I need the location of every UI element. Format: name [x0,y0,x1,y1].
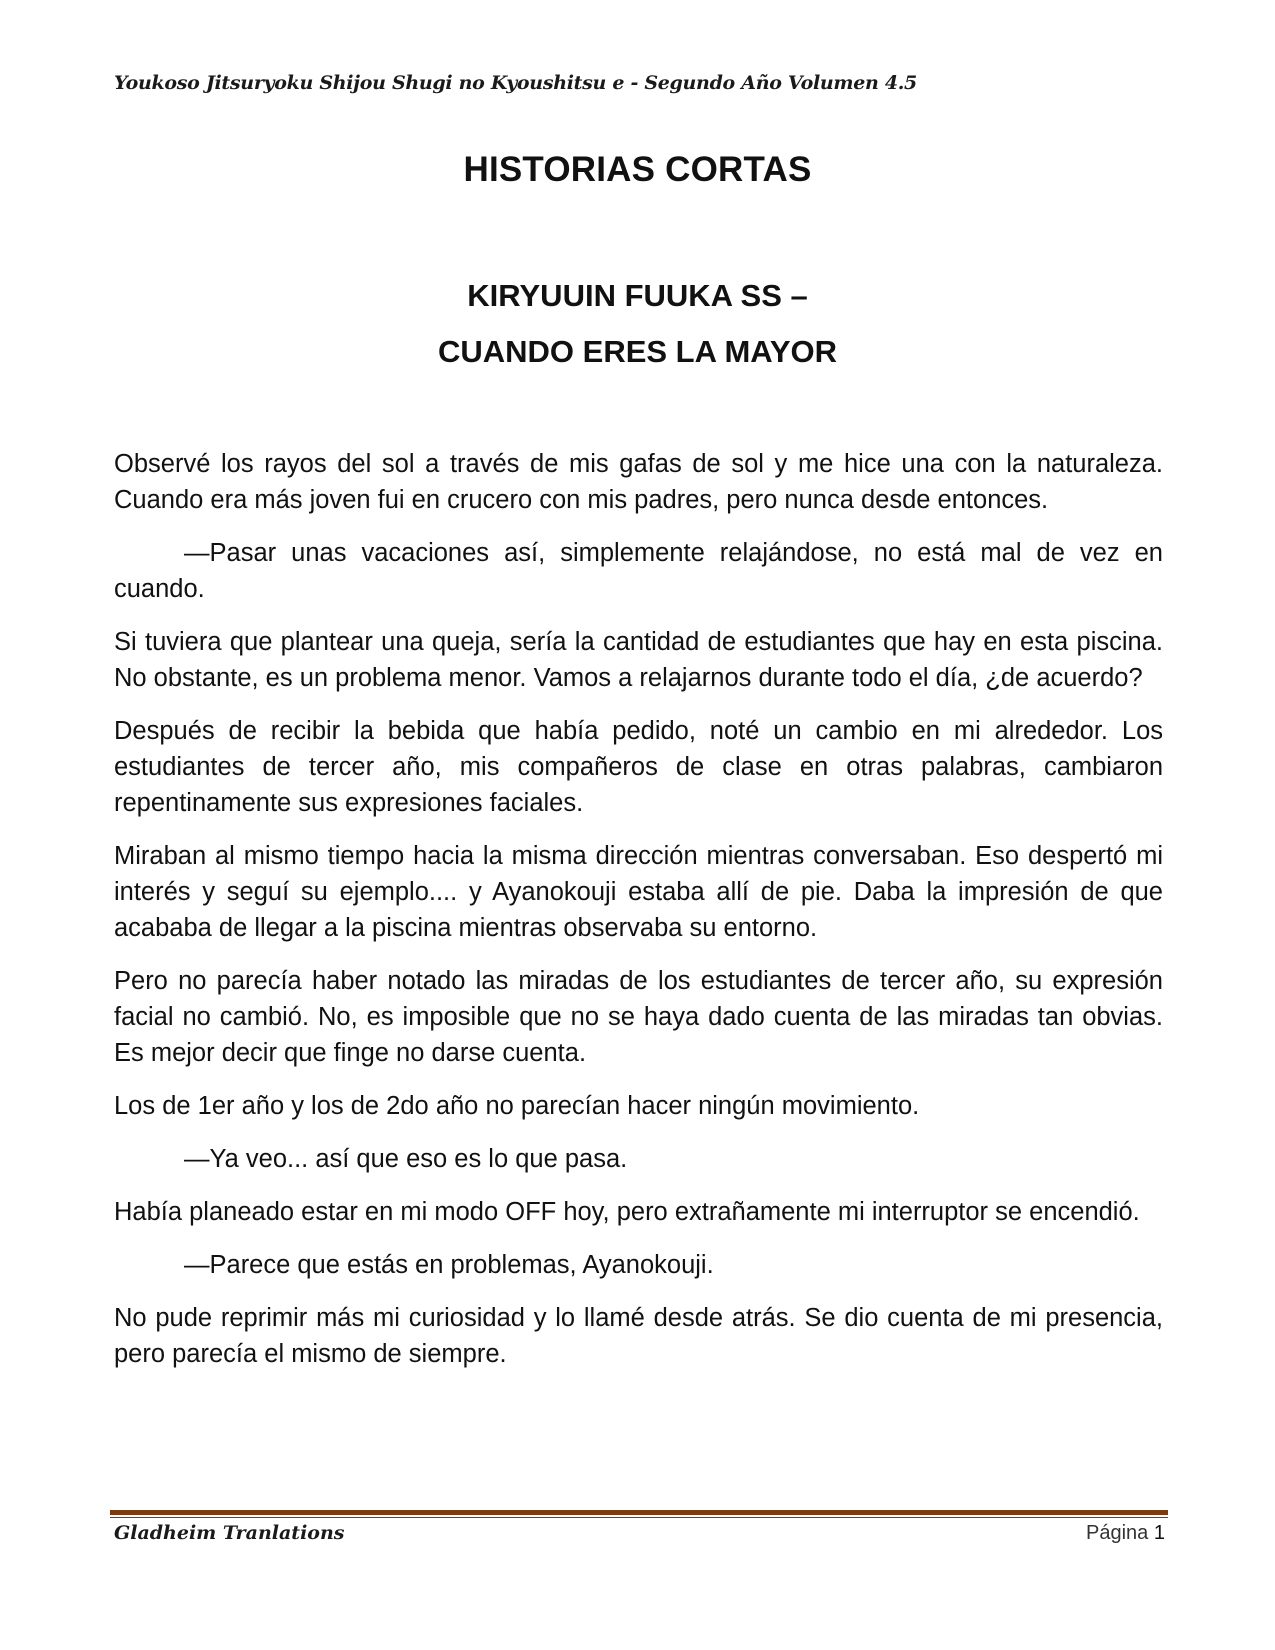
paragraph: Había planeado estar en mi modo OFF hoy, pero extrañamente mi interruptor se encendió. [114,1198,1140,1226]
page-number-value: 1 [1153,1522,1165,1544]
page-number [1086,1522,1165,1545]
story-title-line-2: CUANDO ERES LA MAYOR [437,334,838,369]
paragraph: Pero no parecía haber notado las miradas de los estudiantes de tercer año, su expresión facial no cambió. No, es imposible que no se haya dado cuenta de las miradas tan obvias. Es mejor decir que finge no darse cuenta. [114,967,1163,1067]
dialogue-paragraph: —Parece que estás en problemas, Ayanokouji. [184,1251,714,1279]
running-header: Youkoso Jitsuryoku Shijou Shugi no Kyoushitsu e - Segundo Año Volumen 4.5 [114,72,917,94]
story-body [114,446,1163,1389]
page-label: Página [1086,1522,1149,1544]
paragraph: Miraban al mismo tiempo hacia la misma dirección mientras conversaban. Eso despertó mi interés y seguí su ejemplo.... y Ayanokouji estaba allí de pie. Daba la impresión de que acababa de llegar a la piscina mientras observaba su entorno. [114,842,1163,942]
footer-divider [110,1510,1168,1518]
dialogue-paragraph: —Pasar unas vacaciones así, simplemente relajándose, no está mal de vez en cuando. [114,539,1163,603]
footer-publisher: Gladheim Tranlations [114,1522,345,1544]
dialogue-paragraph: —Ya veo... así que eso es lo que pasa. [184,1145,628,1173]
paragraph: Si tuviera que plantear una queja, sería la cantidad de estudiantes que hay en esta piscina. No obstante, es un problema menor. Vamos a relajarnos durante todo el día, ¿de acuerdo? [114,628,1163,692]
paragraph: No pude reprimir más mi curiosidad y lo llamé desde atrás. Se dio cuenta de mi presencia, pero parecía el mismo de siempre. [114,1304,1163,1368]
paragraph: Después de recibir la bebida que había pedido, noté un cambio en mi alrededor. Los estudiantes de tercer año, mis compañeros de clase en otras palabras, cambiaron repentinamente sus expresiones faciales. [114,717,1163,817]
story-title-line-1: KIRYUUIN FUUKA SS – [467,278,808,313]
section-title: HISTORIAS CORTAS [463,150,812,189]
paragraph: Los de 1er año y los de 2do año no parecían hacer ningún movimiento. [114,1092,920,1120]
paragraph: Observé los rayos del sol a través de mis gafas de sol y me hice una con la naturaleza. Cuando era más joven fui en crucero con mis padres, pero nunca desde entonces. [114,450,1163,514]
